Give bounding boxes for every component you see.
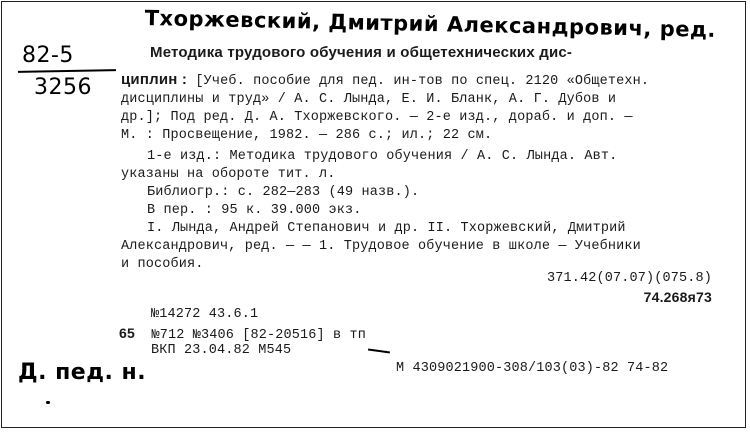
title-line-2-rest: [Учеб. пособие для пед. ин-тов по спец. 2120 «Общетехн. [187, 74, 650, 89]
title-line-2 [121, 71, 649, 89]
tracings-line-10: I. Лында, Андрей Степанович и др. II. Тхоржевский, Дмитрий [147, 221, 626, 236]
handwritten-bottom-note: Д. пед. н. [18, 360, 147, 385]
ink-dot-mark [46, 401, 50, 404]
price-code-line: М 4309021900-308/103(03)-82 74-82 [396, 361, 669, 376]
handwritten-call-number-top: 82-5 [22, 43, 74, 68]
title-line-1: Методика трудового обучения и общетехнических дис- [150, 44, 573, 61]
registration-line-3: ВКП 23.04.82 М545 [151, 343, 292, 358]
title-line-2-bold: циплин : [121, 71, 188, 88]
registration-line-2 [119, 325, 366, 343]
registration-number: 65 [119, 325, 135, 341]
classification-udc: 371.42(07.07)(075.8) [546, 271, 712, 286]
handwritten-heading: Тхоржевский, Дмитрий Александрович, ред. [144, 6, 717, 42]
registration-line-1: №14272 43.6.1 [151, 307, 259, 322]
description-line-3: дисциплины и труд» / А. С. Лында, Е. И. Бланк, А. Г. Дубов и [121, 92, 617, 107]
price-line: В пер. : 95 к. 39.000 экз. [147, 203, 362, 218]
tracings-line-12: и пособия. [121, 257, 204, 272]
bibliography-line: Библиогр.: с. 282—283 (49 назв.). [147, 185, 420, 200]
description-line-5: М. : Просвещение, 1982. — 286 с.; ил.; 22 см. [121, 128, 493, 143]
registration-line-2-rest: №712 №3406 [82-20516] в тп [151, 328, 367, 343]
note-line-7: указаны на обороте тит. л. [121, 167, 336, 182]
classification-bbk: 74.268я73 [643, 289, 712, 305]
description-line-4: др.]; Под ред. Д. А. Тхоржевского. — 2-е изд., дораб. и доп. — [121, 110, 633, 125]
tracings-line-11: Александрович, ред. — — 1. Трудовое обучение в школе — Учебники [121, 239, 641, 254]
note-line-6: 1-е изд.: Методика трудового обучения / А. С. Лында. Авт. [147, 149, 618, 164]
handwritten-call-number-bottom: 3256 [34, 75, 92, 100]
